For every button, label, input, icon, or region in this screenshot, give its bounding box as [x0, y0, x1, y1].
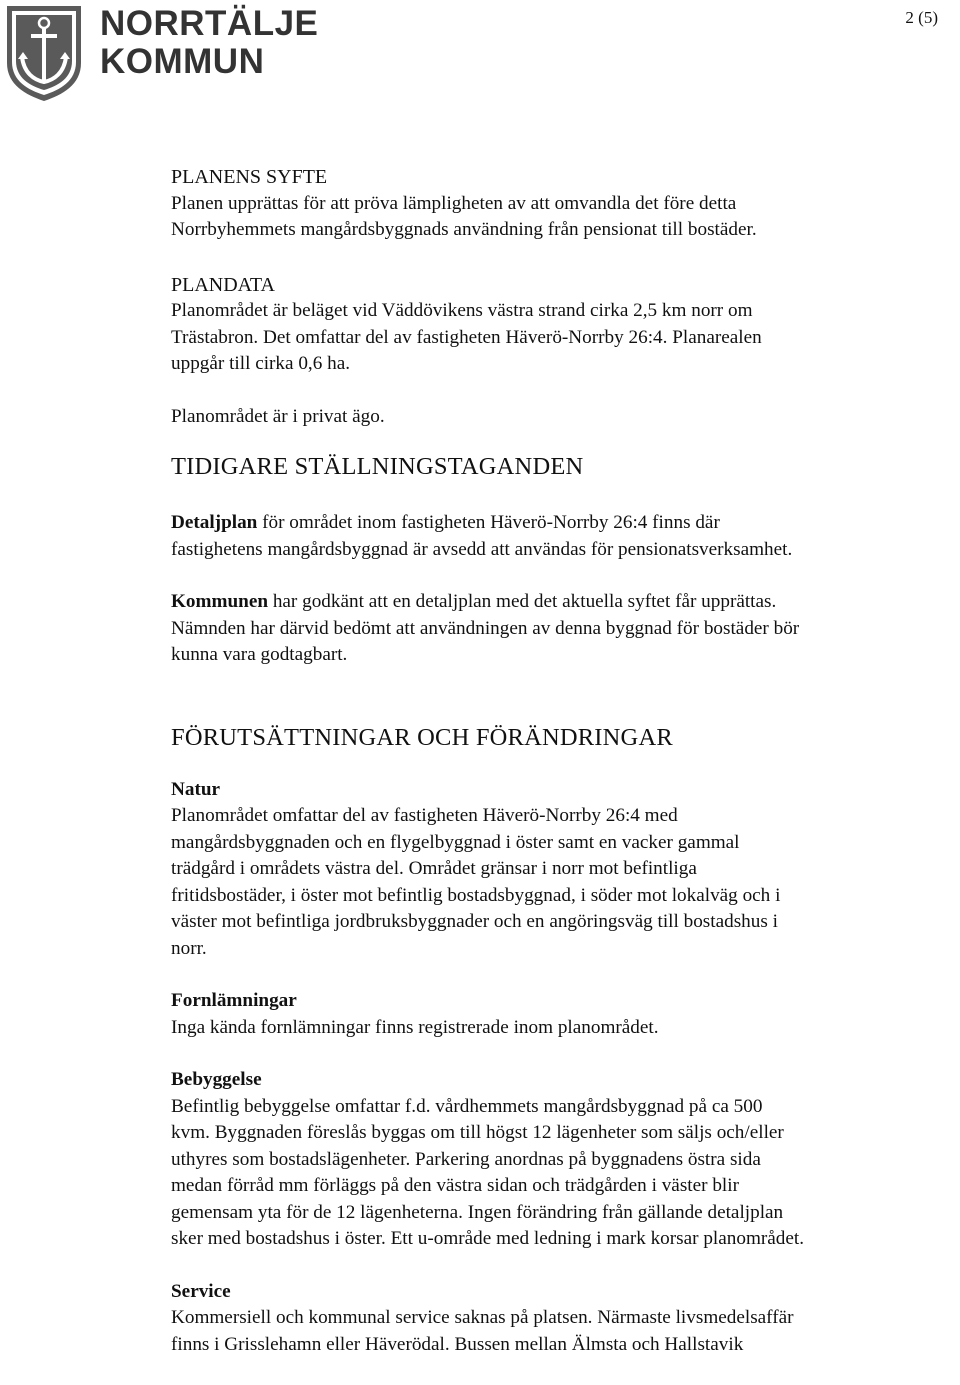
paragraph-line: Nämnden har därvid bedömt att användningen av denna byggnad för bostäder bör	[171, 617, 800, 639]
paragraph-line	[171, 589, 941, 616]
kommunen-lead: Kommunen	[171, 591, 269, 612]
paragraph-line: kvm. Byggnaden föreslås byggas om till högst 12 lägenheter som säljs och/eller	[171, 1122, 784, 1143]
paragraph-line: finns i Grisslehamn eller Häverödal. Bussen mellan Älmsta och Hallstavik	[171, 1333, 744, 1355]
detaljplan-lead: Detaljplan	[171, 512, 258, 533]
paragraph-line: gemensam yta för de 12 lägenheterna. Ingen förändring från gällande detaljplan	[171, 1201, 784, 1223]
subheading-fornlamningar: Fornlämningar	[171, 990, 297, 1011]
paragraph-line: norr.	[171, 937, 207, 959]
section-heading-tidigare: TIDIGARE STÄLLNINGSTAGANDEN	[171, 453, 584, 480]
paragraph-line: Inga kända fornlämningar finns registrerade inom planområdet.	[171, 1016, 659, 1038]
municipality-wordmark	[100, 5, 318, 81]
page-header	[0, 0, 960, 110]
municipal-shield-logo-icon	[4, 3, 84, 103]
paragraph-line: Planområdet är i privat ägo.	[171, 405, 385, 427]
section-heading-plandata: PLANDATA	[171, 273, 275, 296]
paragraph-line: uthyres som bostadslägenheter. Parkering anordnas på byggnadens östra sida	[171, 1148, 761, 1170]
document-body	[171, 164, 941, 1358]
paragraph-line: Kommersiell och kommunal service saknas på platsen. Närmaste livsmedelsaffär	[171, 1307, 794, 1328]
wordmark-line-1: NORRTÄLJE	[100, 4, 319, 43]
detaljplan-text: för området inom fastigheten Häverö-Norrby 26:4 finns där	[257, 512, 720, 533]
paragraph-line: kunna vara godtagbart.	[171, 644, 348, 665]
paragraph-line: medan förråd mm förläggs på den västra sidan och trädgården i väster blir	[171, 1175, 739, 1196]
section-heading-forutsattningar: FÖRUTSÄTTNINGAR OCH FÖRÄNDRINGAR	[171, 723, 673, 751]
subheading-bebyggelse: Bebyggelse	[171, 1069, 262, 1090]
section-heading-planens-syfte: PLANENS SYFTE	[171, 166, 328, 188]
paragraph-line: Planområdet är beläget vid Väddövikens västra strand cirka 2,5 km norr om	[171, 300, 753, 321]
paragraph-line: uppgår till cirka 0,6 ha.	[171, 353, 351, 374]
page-number: 2 (5)	[905, 8, 938, 27]
paragraph-line: fastighetens mangårdsbyggnad är avsedd att användas för pensionatsverksamhet.	[171, 538, 793, 560]
paragraph-line: Befintlig bebyggelse omfattar f.d. vårdhemmets mangårdsbyggnad på ca 500	[171, 1095, 763, 1117]
paragraph-line: mangårdsbyggnaden och en flygelbyggnad i öster samt en vacker gammal	[171, 831, 740, 853]
subheading-service: Service	[171, 1280, 231, 1302]
wordmark-line-2: KOMMUN	[100, 42, 265, 81]
paragraph-line: trädgård i områdets västra del. Området gränsar i norr mot befintliga	[171, 858, 697, 879]
paragraph-line: Norrbyhemmets mangårdsbyggnads användning från pensionat till bostäder.	[171, 219, 757, 240]
paragraph-line: fritidsbostäder, i öster mot befintlig bostadsbyggnad, i söder mot lokalväg och i	[171, 884, 781, 906]
paragraph-line: väster mot befintliga jordbruksbyggnader och en angöringsväg till bostadshus i	[171, 911, 778, 932]
kommunen-text: har godkänt att en detaljplan med det aktuella syftet får upprättas.	[268, 591, 777, 612]
paragraph-line: sker med bostadshus i öster. Ett u-område med ledning i mark korsar planområdet.	[171, 1228, 805, 1249]
paragraph-line: Planen upprättas för att pröva lämpligheten av att omvandla det före detta	[171, 192, 737, 214]
paragraph-line	[171, 510, 941, 537]
paragraph-line: Trästabron. Det omfattar del av fastigheten Häverö-Norrby 26:4. Planarealen	[171, 326, 762, 348]
subheading-natur: Natur	[171, 778, 221, 800]
paragraph-line: Planområdet omfattar del av fastigheten Häverö-Norrby 26:4 med	[171, 805, 678, 826]
